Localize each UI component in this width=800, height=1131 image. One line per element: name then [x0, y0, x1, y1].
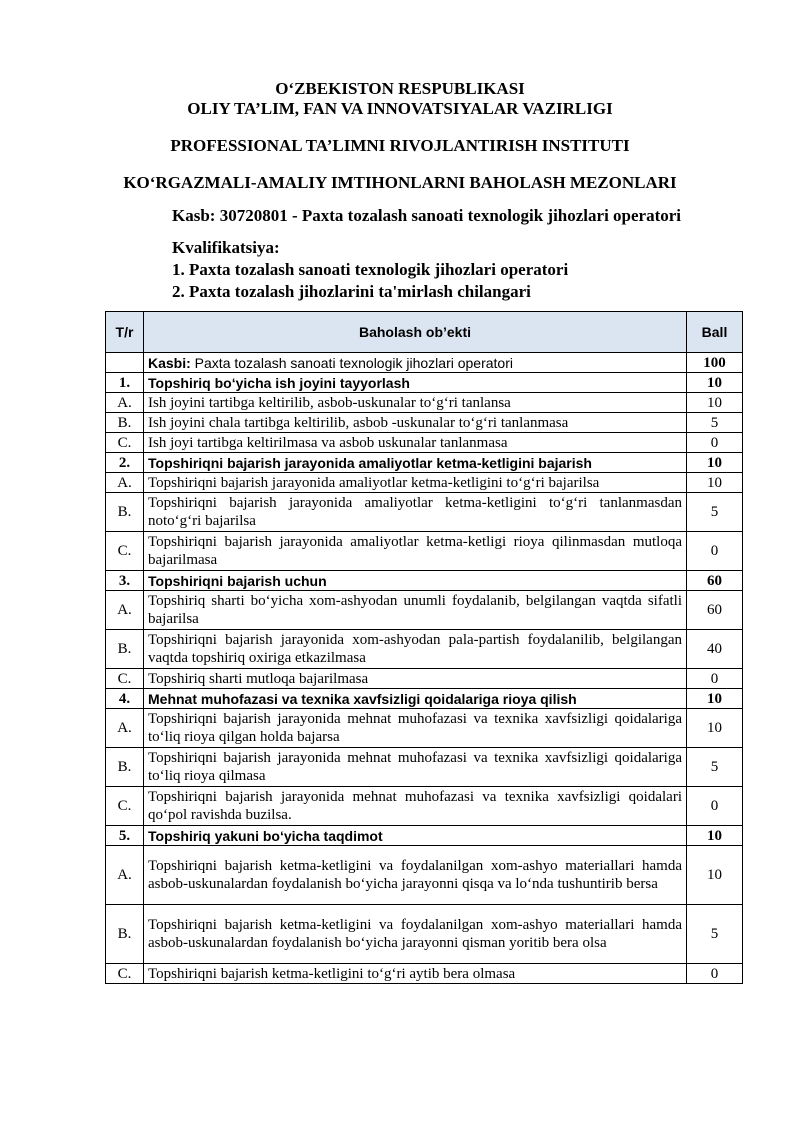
header-tr: T/r	[106, 312, 144, 353]
kasb-row-text	[144, 353, 687, 373]
header-ball: Ball	[687, 312, 743, 353]
criterion-ball: 0	[687, 787, 743, 826]
criterion-text: Topshiriqni bajarish ketma-ketligini va foydalanilgan xom-ashyo materiallari hamda asbob-uskunalardan foydalanish bo‘yicha jarayonni qisman yoritib bera olsa	[144, 905, 687, 964]
criterion-row	[106, 787, 743, 826]
kasb-row-num	[106, 353, 144, 373]
criterion-text: Ish joyi tartibga keltirilmasa va asbob uskunalar tanlanmasa	[144, 433, 687, 453]
criterion-row	[106, 393, 743, 413]
criterion-letter: C.	[106, 532, 144, 571]
criterion-letter: A.	[106, 393, 144, 413]
criterion-row	[106, 473, 743, 493]
criterion-row	[106, 532, 743, 571]
criterion-letter: C.	[106, 964, 144, 984]
criterion-row	[106, 630, 743, 669]
criterion-text: Topshiriq sharti bo‘yicha xom-ashyodan unumli foydalanib, belgilangan vaqtda sifatli bajarilsa	[144, 591, 687, 630]
kasb-label: Kasbi:	[148, 354, 191, 371]
criterion-row	[106, 748, 743, 787]
criterion-ball: 0	[687, 433, 743, 453]
criterion-row	[106, 591, 743, 630]
section-row	[106, 826, 743, 846]
kasb-row-ball: 100	[687, 353, 743, 373]
criterion-text: Topshiriqni bajarish jarayonida amaliyotlar ketma-ketligini to‘g‘ri tanlanmasdan noto‘g‘ri bajarilsa	[144, 493, 687, 532]
criterion-text: Topshiriqni bajarish ketma-ketligini to‘g‘ri aytib bera olmasa	[144, 964, 687, 984]
section-title: Topshiriq yakuni bo‘yicha taqdimot	[144, 826, 687, 846]
criterion-ball: 10	[687, 709, 743, 748]
section-number: 5.	[106, 826, 144, 846]
ministry-country-line: O‘ZBEKISTON RESPUBLIKASI	[275, 79, 525, 98]
criterion-text: Ish joyini chala tartibga keltirilib, asbob -uskunalar to‘g‘ri tanlanmasa	[144, 413, 687, 433]
criterion-ball: 0	[687, 532, 743, 571]
criterion-row	[106, 493, 743, 532]
criterion-ball: 0	[687, 964, 743, 984]
section-title: Topshiriqni bajarish jarayonida amaliyotlar ketma-ketligini bajarish	[144, 453, 687, 473]
criterion-ball: 10	[687, 846, 743, 905]
header-object: Baholash ob’ekti	[144, 312, 687, 353]
section-row	[106, 571, 743, 591]
criterion-ball: 10	[687, 393, 743, 413]
criterion-ball: 5	[687, 748, 743, 787]
criterion-text: Topshiriqni bajarish ketma-ketligini va foydalanilgan xom-ashyo materiallari hamda asbob-uskunalardan foydalanish bo‘yicha jarayonni qisqa va lo‘nda tushuntirib bersa	[144, 846, 687, 905]
qualification-item-2: 2. Paxta tozalash jihozlarini ta'mirlash chilangari	[172, 282, 531, 301]
section-number: 4.	[106, 689, 144, 709]
criterion-ball: 10	[687, 473, 743, 493]
criterion-ball: 60	[687, 591, 743, 630]
criterion-letter: C.	[106, 787, 144, 826]
section-number: 2.	[106, 453, 144, 473]
section-row	[106, 373, 743, 393]
section-ball: 10	[687, 689, 743, 709]
criterion-letter: A.	[106, 846, 144, 905]
criterion-ball: 40	[687, 630, 743, 669]
criterion-letter: C.	[106, 433, 144, 453]
criterion-text: Topshiriqni bajarish jarayonida mehnat muhofazasi va texnika xavfsizligi qoidalari qo‘pol ravishda buzilsa.	[144, 787, 687, 826]
criterion-text: Topshiriq sharti mutloqa bajarilmasa	[144, 669, 687, 689]
document-title: KO‘RGAZMALI-AMALIY IMTIHONLARNI BAHOLASH MEZONLARI	[123, 173, 677, 192]
criterion-ball: 5	[687, 493, 743, 532]
criterion-letter: B.	[106, 413, 144, 433]
criterion-row	[106, 413, 743, 433]
section-ball: 10	[687, 826, 743, 846]
ministry-name-line: OLIY TA’LIM, FAN VA INNOVATSIYALAR VAZIRLIGI	[187, 99, 613, 118]
criterion-row	[106, 905, 743, 964]
criterion-text: Topshiriqni bajarish jarayonida mehnat muhofazasi va texnika xavfsizligi qoidalariga to‘liq rioya qilmasa	[144, 748, 687, 787]
section-title: Mehnat muhofazasi va texnika xavfsizligi qoidalariga rioya qilish	[144, 689, 687, 709]
qualification-title: Kvalifikatsiya:	[172, 238, 280, 257]
criterion-ball: 5	[687, 413, 743, 433]
criterion-ball: 5	[687, 905, 743, 964]
table-header-row	[106, 312, 743, 353]
section-ball: 10	[687, 373, 743, 393]
section-title: Topshiriq bo‘yicha ish joyini tayyorlash	[144, 373, 687, 393]
kasb-line: Kasb: 30720801 - Paxta tozalash sanoati texnologik jihozlari operatori	[172, 206, 682, 225]
section-title: Topshiriqni bajarish uchun	[144, 571, 687, 591]
criterion-text: Topshiriqni bajarish jarayonida mehnat muhofazasi va texnika xavfsizligi qoidalariga to‘liq rioya qilgan holda bajarsa	[144, 709, 687, 748]
criterion-text: Topshiriqni bajarish jarayonida amaliyotlar ketma-ketligi rioya qilinmasdan mutloqa bajarilmasa	[144, 532, 687, 571]
kasb-value: Paxta tozalash sanoati texnologik jihozlari operatori	[190, 354, 513, 371]
criterion-text: Ish joyini tartibga keltirilib, asbob-uskunalar to‘g‘ri tanlansa	[144, 393, 687, 413]
criterion-row	[106, 669, 743, 689]
criterion-letter: A.	[106, 591, 144, 630]
section-ball: 10	[687, 453, 743, 473]
criterion-letter: A.	[106, 709, 144, 748]
criterion-letter: B.	[106, 748, 144, 787]
criterion-ball: 0	[687, 669, 743, 689]
criterion-letter: C.	[106, 669, 144, 689]
assessment-table	[105, 311, 743, 984]
criterion-letter: A.	[106, 473, 144, 493]
criterion-text: Topshiriqni bajarish jarayonida xom-ashyodan pala-partish foydalanilib, belgilangan vaqtda topshiriq oxiriga etkazilmasa	[144, 630, 687, 669]
criterion-letter: B.	[106, 905, 144, 964]
qualification-item-1: 1. Paxta tozalash sanoati texnologik jihozlari operatori	[172, 260, 569, 279]
criterion-row	[106, 846, 743, 905]
criterion-text: Topshiriqni bajarish jarayonida amaliyotlar ketma-ketligini to‘g‘ri bajarilsa	[144, 473, 687, 493]
section-ball: 60	[687, 571, 743, 591]
section-row	[106, 689, 743, 709]
criterion-row	[106, 964, 743, 984]
criterion-letter: B.	[106, 630, 144, 669]
criterion-row	[106, 709, 743, 748]
criterion-letter: B.	[106, 493, 144, 532]
section-number: 1.	[106, 373, 144, 393]
section-number: 3.	[106, 571, 144, 591]
section-row	[106, 453, 743, 473]
criterion-row	[106, 433, 743, 453]
kasb-row	[106, 353, 743, 373]
institute-name: PROFESSIONAL TA’LIMNI RIVOJLANTIRISH INSTITUTI	[170, 136, 630, 155]
